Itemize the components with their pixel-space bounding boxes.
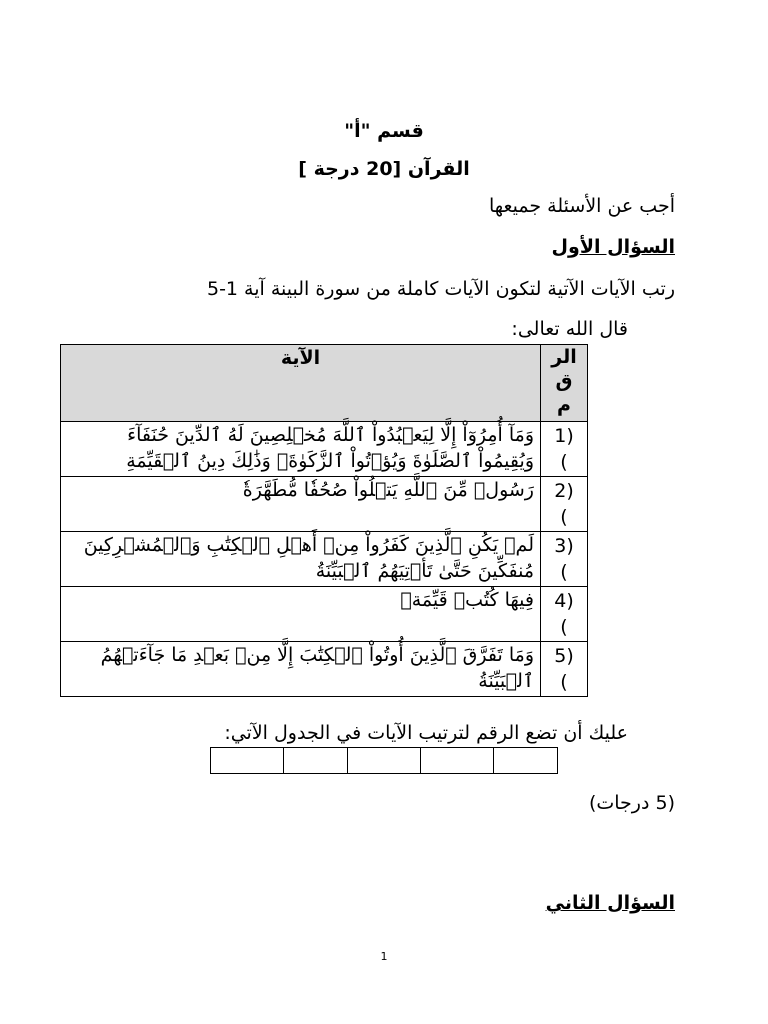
- verse-line: وَيُقِيمُواْ ٱلصَّلَوٰةَ وَيُؤۡتُواْ ٱلزَّكَوٰةَۚ وَذَٰلِكَ دِينُ ٱلۡقَيِّمَةِ: [126, 450, 534, 472]
- verse-line: مُنفَكِّينَ حَتَّىٰ تَأۡتِيَهُمُ ٱلۡبَيِّنَةُ: [315, 560, 534, 582]
- number-header-part: ق: [555, 370, 573, 392]
- verse-cell: [61, 642, 541, 697]
- verse-line: وَمَآ أُمِرُوٓاْ إِلَّا لِيَعۡبُدُواْ ٱللَّهَ مُخۡلِصِينَ لَهُ ٱلدِّينَ حُنَفَآءَ: [127, 424, 534, 446]
- table-row: [61, 587, 588, 642]
- order-instruction: عليك أن تضع الرقم لترتيب الآيات في الجدول الآتي:: [224, 722, 628, 744]
- verse-cell: [61, 587, 541, 642]
- table-row: [61, 642, 588, 697]
- row-number-open: (3: [554, 535, 574, 557]
- verse-cell: [61, 477, 541, 532]
- verse-cell: [61, 532, 541, 587]
- row-number-close: ): [560, 561, 568, 583]
- table-row: [61, 532, 588, 587]
- row-number: [541, 532, 588, 587]
- order-answer-row: [211, 748, 558, 774]
- number-header-part: م: [557, 394, 571, 416]
- verse-column-header: الآية: [61, 345, 541, 422]
- order-answer-cell[interactable]: [211, 748, 284, 774]
- verses-table: [60, 344, 588, 697]
- number-column-header: [541, 345, 588, 422]
- question-2-title: السؤال الثاني: [545, 892, 675, 914]
- order-answer-cell[interactable]: [283, 748, 347, 774]
- row-number-close: ): [560, 506, 568, 528]
- verse-cell: [61, 422, 541, 477]
- order-answer-cell[interactable]: [493, 748, 557, 774]
- order-answer-cell[interactable]: [420, 748, 493, 774]
- page-number: 1: [380, 950, 388, 963]
- general-instruction: أجب عن الأسئلة جميعها: [488, 195, 675, 217]
- verse-line: وَمَا تَفَرَّقَ ٱلَّذِينَ أُوتُواْ ٱلۡكِتَٰبَ إِلَّا مِنۢ بَعۡدِ مَا جَآءَتۡهُمُ: [100, 644, 534, 666]
- row-number-open: (4: [554, 590, 574, 612]
- number-header-part: الر: [551, 346, 577, 368]
- verse-line: فِيهَا كُتُبٞ قَيِّمَةٞ: [400, 589, 534, 611]
- question-1-title: السؤال الأول: [551, 236, 675, 258]
- row-number-open: (5: [554, 645, 574, 667]
- row-number-close: ): [560, 616, 568, 638]
- table-row: [61, 477, 588, 532]
- row-number: [541, 422, 588, 477]
- verse-line: لَمۡ يَكُنِ ٱلَّذِينَ كَفَرُواْ مِنۡ أَهۡلِ ٱلۡكِتَٰبِ وَٱلۡمُشۡرِكِينَ: [83, 534, 534, 556]
- row-number: [541, 477, 588, 532]
- order-answer-cell[interactable]: [348, 748, 421, 774]
- verse-line: رَسُولٞ مِّنَ ٱللَّهِ يَتۡلُواْ صُحُفٗا مُّطَهَّرَةٗ: [242, 479, 534, 501]
- row-number-open: (1: [554, 425, 574, 447]
- table-header-row: [61, 345, 588, 422]
- row-number: [541, 587, 588, 642]
- row-number-close: ): [560, 451, 568, 473]
- quran-intro: قال الله تعالى:: [511, 318, 628, 340]
- verse-line: ٱلۡبَيِّنَةُ: [478, 670, 534, 692]
- marks-label: (5 درجات): [588, 792, 675, 814]
- row-number-close: ): [560, 671, 568, 693]
- question-1-prompt: رتب الآيات الآتية لتكون الآيات كاملة من سورة البينة آية 1-5: [206, 278, 675, 300]
- row-number-open: (2: [554, 480, 574, 502]
- subject-line: القرآن [20 درجة ]: [298, 158, 470, 180]
- row-number: [541, 642, 588, 697]
- order-answer-table: [210, 747, 558, 774]
- section-title: قسم "أ": [344, 120, 424, 142]
- table-row: [61, 422, 588, 477]
